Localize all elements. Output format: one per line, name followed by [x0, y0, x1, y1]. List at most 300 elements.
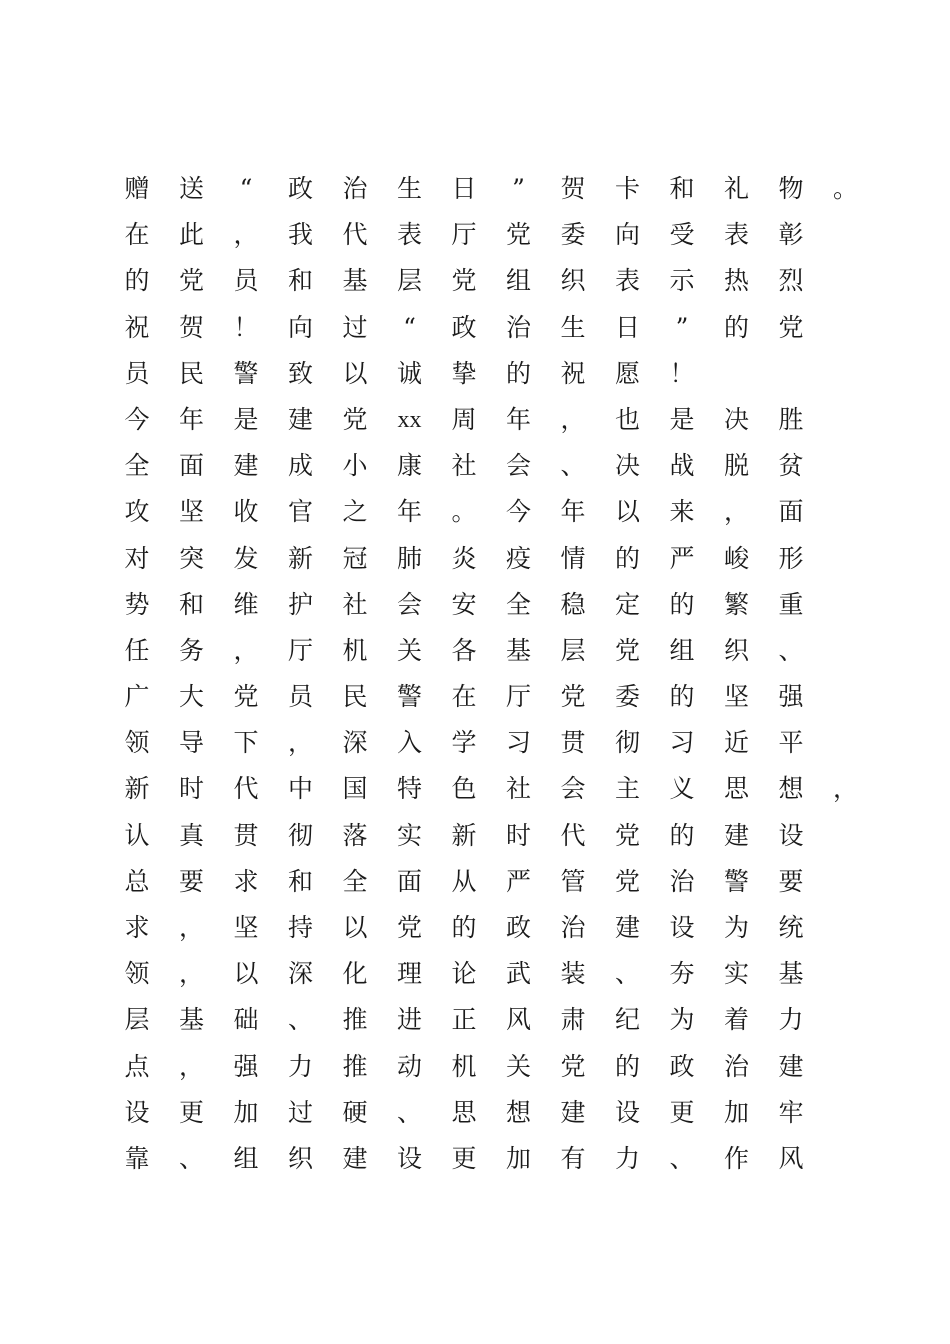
text-glyph: 社	[505, 774, 531, 804]
text-glyph: 以	[342, 913, 368, 942]
text-glyph: 建	[233, 451, 259, 481]
text-glyph: 更	[669, 1097, 695, 1127]
text-glyph: 和	[287, 266, 313, 296]
text-glyph: 维	[233, 589, 259, 619]
text-glyph: 情	[560, 543, 586, 573]
text-glyph: 彻	[287, 820, 313, 850]
text-glyph: 化	[342, 959, 368, 989]
text-glyph: 发	[233, 543, 259, 573]
text-glyph: 机	[342, 635, 368, 665]
text-line	[0, 1044, 950, 1090]
text-glyph: 政	[451, 312, 477, 342]
text-glyph: 、	[560, 451, 586, 481]
text-glyph: 会	[396, 589, 422, 619]
text-glyph: 实	[396, 820, 422, 850]
text-glyph: 义	[669, 774, 695, 804]
text-glyph: 定	[614, 589, 640, 619]
text-line	[0, 305, 950, 351]
text-glyph: 更	[451, 1143, 477, 1173]
text-line	[0, 489, 950, 535]
text-glyph: 严	[669, 543, 695, 573]
text-glyph: 坚	[723, 682, 749, 712]
text-glyph: ，	[287, 728, 313, 758]
text-glyph: 代	[233, 774, 259, 804]
text-glyph: 成	[287, 451, 313, 481]
text-glyph: 的	[614, 543, 640, 573]
text-glyph: 贯	[233, 820, 259, 850]
text-glyph: 愿	[614, 358, 640, 388]
text-line	[0, 813, 950, 859]
text-glyph: 党	[505, 220, 531, 250]
text-glyph: 也	[614, 404, 640, 434]
text-glyph: 向	[287, 312, 313, 342]
text-glyph: 决	[723, 404, 749, 434]
text-glyph: 党	[233, 682, 259, 712]
text-glyph: 、	[778, 635, 804, 665]
text-glyph: 新	[287, 543, 313, 573]
text-glyph: 卡	[614, 174, 640, 203]
text-glyph: 会	[505, 451, 531, 481]
text-glyph: 层	[124, 1005, 150, 1035]
text-glyph: 领	[124, 728, 150, 758]
text-glyph: 加	[233, 1097, 259, 1127]
text-glyph: 、	[614, 959, 640, 989]
text-glyph: 组	[233, 1143, 259, 1173]
text-glyph: 要	[778, 866, 804, 896]
text-glyph: 之	[342, 497, 368, 527]
text-glyph: 面	[178, 451, 204, 481]
text-glyph: 表	[723, 220, 749, 250]
text-glyph: 突	[178, 543, 204, 573]
text-glyph: 认	[124, 820, 150, 850]
text-line	[0, 212, 950, 258]
text-glyph: 贫	[778, 451, 804, 481]
text-line	[0, 536, 950, 582]
text-glyph: 基	[505, 635, 531, 665]
text-glyph: 来	[669, 497, 695, 527]
text-glyph: 设	[124, 1097, 150, 1127]
text-glyph: 厅	[287, 635, 313, 665]
text-glyph: 面	[396, 866, 422, 896]
text-glyph: 织	[287, 1143, 313, 1173]
text-line	[0, 582, 950, 628]
text-glyph: 示	[669, 266, 695, 296]
text-glyph: 今	[124, 404, 150, 434]
text-glyph: 设	[614, 1097, 640, 1127]
text-glyph: 想	[505, 1097, 531, 1127]
text-glyph: 贯	[560, 728, 586, 758]
text-line	[0, 628, 950, 674]
text-glyph: ，	[178, 913, 204, 942]
text-glyph: 的	[669, 820, 695, 850]
text-glyph: 过	[342, 312, 368, 342]
text-line	[0, 397, 950, 443]
text-glyph: 治	[723, 1051, 749, 1081]
text-glyph: 力	[287, 1051, 313, 1081]
text-glyph: 近	[723, 728, 749, 758]
text-glyph: 主	[614, 774, 640, 804]
text-glyph: 肃	[560, 1005, 586, 1035]
text-glyph: 党	[396, 913, 422, 942]
text-glyph: ，	[832, 774, 858, 804]
text-glyph: 强	[778, 682, 804, 712]
text-glyph: 务	[178, 635, 204, 665]
text-glyph: 治	[669, 866, 695, 896]
text-glyph: 贺	[560, 174, 586, 203]
text-glyph: 员	[233, 266, 259, 296]
text-glyph: 、	[396, 1097, 422, 1127]
text-glyph: ”	[675, 312, 689, 342]
text-glyph: 导	[178, 728, 204, 758]
text-glyph: 护	[287, 589, 313, 619]
text-glyph: 作	[723, 1143, 749, 1173]
text-glyph: 肺	[396, 543, 422, 573]
text-glyph: 加	[723, 1097, 749, 1127]
text-glyph: 面	[778, 497, 804, 527]
text-glyph: 习	[669, 728, 695, 758]
text-glyph: 入	[396, 728, 422, 758]
text-glyph: 推	[342, 1051, 368, 1081]
text-line	[0, 766, 950, 812]
text-glyph: 基	[342, 266, 368, 296]
text-glyph: 党	[614, 635, 640, 665]
text-glyph: 会	[560, 774, 586, 804]
text-glyph: 组	[505, 266, 531, 296]
text-glyph: 着	[723, 1005, 749, 1035]
text-glyph: 攻	[124, 497, 150, 527]
text-glyph: 在	[451, 682, 477, 712]
text-glyph: 厅	[505, 682, 531, 712]
text-glyph: 风	[505, 1005, 531, 1035]
text-glyph: 持	[287, 913, 313, 942]
text-glyph: 日	[614, 312, 640, 342]
text-glyph: 全	[124, 451, 150, 481]
text-glyph: 彻	[614, 728, 640, 758]
text-glyph: 致	[287, 358, 313, 388]
text-glyph: 、	[287, 1005, 313, 1035]
text-glyph: 建	[614, 913, 640, 942]
text-glyph: 机	[451, 1051, 477, 1081]
text-glyph: 层	[560, 635, 586, 665]
text-glyph: 热	[723, 266, 749, 296]
text-glyph: 社	[342, 589, 368, 619]
text-glyph: 委	[560, 220, 586, 250]
text-glyph: 领	[124, 959, 150, 989]
text-glyph: 党	[560, 1051, 586, 1081]
text-glyph: 是	[233, 404, 259, 434]
text-glyph: 设	[778, 820, 804, 850]
text-glyph: 更	[178, 1097, 204, 1127]
text-glyph: 中	[287, 774, 313, 804]
text-glyph: 治	[342, 174, 368, 203]
text-glyph: 贺	[178, 312, 204, 342]
text-glyph: 从	[451, 866, 477, 896]
text-glyph: 对	[124, 543, 150, 573]
text-glyph: 重	[778, 589, 804, 619]
text-glyph: 党	[451, 266, 477, 296]
text-line	[0, 351, 950, 397]
text-line	[0, 905, 950, 951]
text-glyph: ！	[669, 358, 695, 388]
text-glyph: 加	[505, 1143, 531, 1173]
text-glyph: 送	[178, 174, 204, 203]
text-line	[0, 674, 950, 720]
text-glyph: 特	[396, 774, 422, 804]
text-glyph: 设	[669, 913, 695, 942]
text-glyph: 的	[451, 913, 477, 942]
text-glyph: 动	[396, 1051, 422, 1081]
text-glyph: 形	[778, 543, 804, 573]
text-glyph: 峻	[723, 543, 749, 573]
text-glyph: 党	[614, 866, 640, 896]
text-glyph: 警	[396, 682, 422, 712]
text-glyph: 年	[505, 404, 531, 434]
text-glyph: ，	[233, 220, 259, 250]
text-glyph: 础	[233, 1005, 259, 1035]
text-glyph: 风	[778, 1143, 804, 1173]
text-glyph: 以	[342, 358, 368, 388]
text-glyph: 在	[124, 220, 150, 250]
text-glyph: 建	[342, 1143, 368, 1173]
text-glyph: 年	[396, 497, 422, 527]
text-glyph: 推	[342, 1005, 368, 1035]
text-glyph: 治	[505, 312, 531, 342]
text-glyph: 党	[560, 682, 586, 712]
text-glyph: 厅	[451, 220, 477, 250]
text-glyph: 和	[178, 589, 204, 619]
text-glyph: 民	[342, 682, 368, 712]
text-glyph: 关	[396, 635, 422, 665]
text-glyph: 今	[505, 497, 531, 527]
text-glyph: 治	[560, 913, 586, 942]
text-glyph: 时	[505, 820, 531, 850]
text-glyph: 武	[505, 959, 531, 989]
text-glyph: 的	[505, 358, 531, 388]
text-glyph: 正	[451, 1005, 477, 1035]
text-glyph: 夯	[669, 959, 695, 989]
text-glyph: 实	[723, 959, 749, 989]
text-glyph: 平	[778, 728, 804, 758]
text-glyph: 赠	[124, 174, 150, 203]
text-line	[0, 1136, 950, 1182]
text-glyph: 民	[178, 358, 204, 388]
text-glyph: 受	[669, 220, 695, 250]
text-glyph: ，	[178, 959, 204, 989]
text-glyph: 政	[505, 913, 531, 942]
text-glyph: 力	[614, 1143, 640, 1173]
text-glyph: 代	[560, 820, 586, 850]
text-glyph: 繁	[723, 589, 749, 619]
text-line	[0, 997, 950, 1043]
text-glyph: 彰	[778, 220, 804, 250]
text-glyph: 点	[124, 1051, 150, 1081]
text-glyph: 党	[778, 312, 804, 342]
text-glyph: 和	[287, 866, 313, 896]
text-glyph: 层	[396, 266, 422, 296]
text-glyph: 建	[778, 1051, 804, 1081]
text-glyph: 脱	[723, 451, 749, 481]
text-glyph: 。	[451, 497, 477, 527]
text-glyph: 祝	[124, 312, 150, 342]
text-line	[0, 951, 950, 997]
text-glyph: 新	[124, 774, 150, 804]
text-glyph: 我	[287, 220, 313, 250]
text-glyph: 装	[560, 959, 586, 989]
text-glyph: 下	[233, 728, 259, 758]
text-glyph: 时	[178, 774, 204, 804]
text-glyph: 表	[614, 266, 640, 296]
text-glyph: 基	[178, 1005, 204, 1035]
text-glyph: 织	[560, 266, 586, 296]
text-glyph: 诚	[396, 358, 422, 388]
text-glyph: 思	[451, 1097, 477, 1127]
text-glyph: 过	[287, 1097, 313, 1127]
text-glyph: 烈	[778, 266, 804, 296]
text-glyph: 学	[451, 728, 477, 758]
text-glyph: 的	[614, 1051, 640, 1081]
text-line	[0, 859, 950, 905]
text-glyph: 员	[287, 682, 313, 712]
text-glyph: 生	[396, 174, 422, 203]
text-glyph: 胜	[778, 404, 804, 434]
text-glyph: 、	[669, 1143, 695, 1173]
text-glyph: 年	[560, 497, 586, 527]
text-glyph: 挚	[451, 358, 477, 388]
text-glyph: xx	[397, 406, 422, 433]
text-glyph: 警	[723, 866, 749, 896]
text-glyph: 力	[778, 1005, 804, 1035]
text-glyph: 关	[505, 1051, 531, 1081]
text-glyph: 表	[396, 220, 422, 250]
text-glyph: 势	[124, 589, 150, 619]
text-glyph: 想	[778, 774, 804, 804]
body-text	[0, 166, 950, 1182]
text-glyph: 管	[560, 866, 586, 896]
text-glyph: 政	[287, 174, 313, 203]
text-glyph: ，	[178, 1051, 204, 1081]
text-glyph: 思	[723, 774, 749, 804]
text-glyph: 要	[178, 866, 204, 896]
text-glyph: 稳	[560, 589, 586, 619]
text-glyph: 周	[451, 404, 477, 434]
text-glyph: 组	[669, 635, 695, 665]
text-glyph: 牢	[778, 1097, 804, 1127]
text-glyph: 安	[451, 589, 477, 619]
text-glyph: 基	[778, 959, 804, 989]
text-glyph: 是	[669, 404, 695, 434]
text-glyph: 总	[124, 866, 150, 896]
text-glyph: 全	[342, 866, 368, 896]
text-glyph: 日	[451, 174, 477, 203]
text-glyph: 深	[287, 959, 313, 989]
text-line	[0, 1090, 950, 1136]
text-glyph: 有	[560, 1143, 586, 1173]
text-glyph: 政	[669, 1051, 695, 1081]
text-glyph: 强	[233, 1051, 259, 1081]
text-line	[0, 258, 950, 304]
text-glyph: 社	[451, 451, 477, 481]
text-glyph: 深	[342, 728, 368, 758]
text-glyph: 党	[614, 820, 640, 850]
text-glyph: 真	[178, 820, 204, 850]
text-glyph: 、	[178, 1143, 204, 1173]
text-glyph: “	[403, 312, 416, 342]
text-glyph: 向	[614, 220, 640, 250]
text-glyph: 落	[342, 820, 368, 850]
text-glyph: 设	[396, 1143, 422, 1173]
text-glyph: 建	[287, 404, 313, 434]
text-glyph: 坚	[178, 497, 204, 527]
text-glyph: 战	[669, 451, 695, 481]
text-glyph: ！	[233, 312, 259, 342]
text-glyph: 为	[669, 1005, 695, 1035]
text-glyph: 官	[287, 497, 313, 527]
text-glyph: 全	[505, 589, 531, 619]
text-glyph: 统	[778, 913, 804, 942]
text-glyph: 国	[342, 774, 368, 804]
text-line	[0, 443, 950, 489]
text-line	[0, 166, 950, 212]
text-glyph: 礼	[723, 174, 749, 203]
text-glyph: 织	[723, 635, 749, 665]
text-glyph: 冠	[342, 543, 368, 573]
text-glyph: 康	[396, 451, 422, 481]
text-glyph: 委	[614, 682, 640, 712]
text-glyph: 建	[723, 820, 749, 850]
text-glyph: ，	[723, 497, 749, 527]
text-glyph: ，	[560, 404, 586, 434]
text-glyph: 和	[669, 174, 695, 203]
text-glyph: 员	[124, 358, 150, 388]
text-glyph: 坚	[233, 913, 259, 942]
text-glyph: 以	[233, 959, 259, 989]
text-glyph: 以	[614, 497, 640, 527]
text-glyph: ，	[233, 635, 259, 665]
text-glyph: 求	[124, 913, 150, 942]
text-glyph: 的	[669, 589, 695, 619]
text-glyph: 任	[124, 635, 150, 665]
text-glyph: 祝	[560, 358, 586, 388]
text-glyph: 生	[560, 312, 586, 342]
text-glyph: 。	[832, 174, 858, 203]
text-glyph: 各	[451, 635, 477, 665]
text-glyph: 新	[451, 820, 477, 850]
text-glyph: 年	[178, 404, 204, 434]
text-glyph: 此	[178, 220, 204, 250]
text-glyph: 求	[233, 866, 259, 896]
text-glyph: 大	[178, 682, 204, 712]
text-glyph: 理	[396, 959, 422, 989]
text-glyph: 进	[396, 1005, 422, 1035]
text-glyph: 收	[233, 497, 259, 527]
text-glyph: 广	[124, 682, 150, 712]
text-glyph: 靠	[124, 1143, 150, 1173]
text-glyph: 的	[669, 682, 695, 712]
text-glyph: 的	[124, 266, 150, 296]
text-glyph: 疫	[505, 543, 531, 573]
text-glyph: 炎	[451, 543, 477, 573]
text-glyph: 习	[505, 728, 531, 758]
text-glyph: 代	[342, 220, 368, 250]
text-glyph: ”	[512, 174, 525, 203]
text-glyph: 党	[178, 266, 204, 296]
text-glyph: 小	[342, 451, 368, 481]
text-glyph: 党	[342, 404, 368, 434]
text-glyph: 决	[614, 451, 640, 481]
text-glyph: 色	[451, 774, 477, 804]
text-glyph: “	[239, 174, 253, 203]
text-glyph: 物	[778, 174, 804, 203]
